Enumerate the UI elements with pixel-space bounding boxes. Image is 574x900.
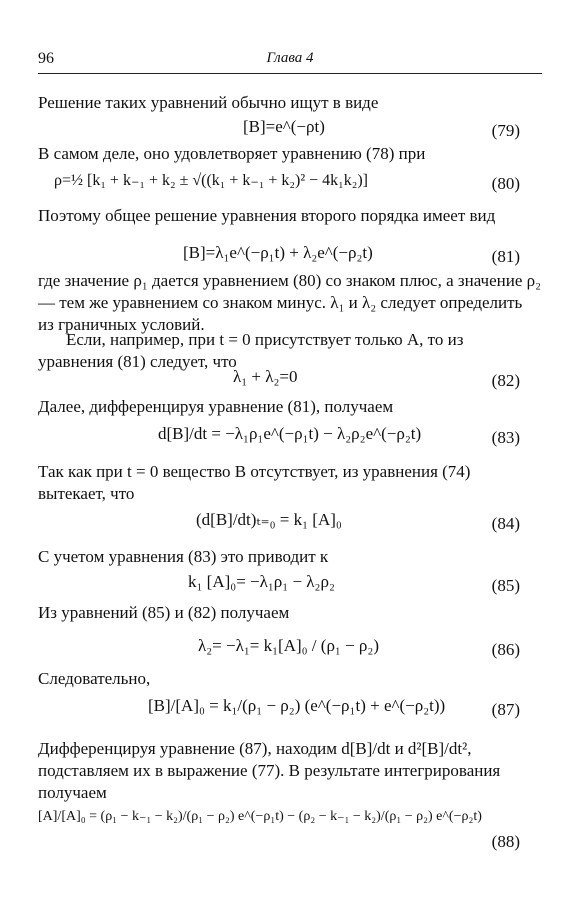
equation-84	[38, 510, 542, 540]
paragraph-8: С учетом уравнения (83) это приводит к	[38, 547, 329, 566]
equation-87-formula: [B]/[A]₀ = k₁/(ρ₁ − ρ₂) (e^(−ρ₁t) + e^(−ρ₂t))	[148, 696, 446, 715]
equation-81-number: (81)	[491, 247, 520, 266]
chapter-title: Глава 4	[266, 50, 314, 66]
equation-79-formula: [B]=e^(−ρt)	[243, 117, 325, 136]
equation-85-formula: k₁ [A]₀= −λ₁ρ₁ − λ₂ρ₂	[188, 572, 335, 591]
equation-82	[38, 367, 542, 397]
equation-85	[38, 572, 542, 602]
equation-88-number: (88)	[491, 832, 520, 851]
paragraph-5: Если, например, при t = 0 присутствует только А, то из уравнения (81) следует, что	[38, 330, 464, 371]
equation-83	[38, 424, 542, 454]
paragraph-10: Следовательно,	[38, 669, 151, 688]
paragraph-11: Дифференцируя уравнение (87), находим d[B]/dt и d²[B]/dt², подставляем их в выражение (77). В результате интегрирования получаем	[38, 739, 501, 802]
equation-87-number: (87)	[491, 700, 520, 719]
equation-86-number: (86)	[491, 640, 520, 659]
equation-85-number: (85)	[491, 576, 520, 595]
header-rule	[38, 73, 542, 74]
page-number: 96	[38, 50, 54, 67]
paragraph-3: Поэтому общее решение уравнения второго порядка имеет вид	[38, 206, 496, 225]
equation-84-formula: (d[B]/dt)ₜ₌₀ = k₁ [A]₀	[196, 510, 342, 529]
equation-86	[38, 636, 542, 666]
equation-80-formula: ρ=½ [k₁ + k₋₁ + k₂ ± √((k₁ + k₋₁ + k₂)² − 4k₁k₂)]	[54, 172, 368, 189]
equation-83-number: (83)	[491, 428, 520, 447]
equation-81-formula: [B]=λ₁e^(−ρ₁t) + λ₂e^(−ρ₂t)	[183, 243, 373, 262]
equation-81	[38, 243, 542, 273]
equation-82-formula: λ₁ + λ₂=0	[233, 367, 298, 386]
paragraph-9: Из уравнений (85) и (82) получаем	[38, 603, 290, 622]
paragraph-6: Далее, дифференцируя уравнение (81), получаем	[38, 397, 394, 416]
equation-80-number: (80)	[491, 174, 520, 193]
paragraph-4: где значение ρ₁ дается уравнением (80) со знаком плюс, а значение ρ₂ — тем же уравнением со знаком минус. λ₁ и λ₂ следует определить из граничных условий.	[38, 271, 542, 334]
equation-88	[38, 808, 542, 851]
page-header	[38, 50, 542, 72]
equation-88-formula: [A]/[A]₀ = (ρ₁ − k₋₁ − k₂)/(ρ₁ − ρ₂) e^(−ρ₁t) − (ρ₂ − k₋₁ − k₂)/(ρ₁ − ρ₂) e^(−ρ₂t)	[38, 809, 482, 824]
equation-86-formula: λ₂= −λ₁= k₁[A]₀ / (ρ₁ − ρ₂)	[198, 636, 380, 655]
paragraph-7: Так как при t = 0 вещество В отсутствует, из уравнения (74) вытекает, что	[38, 462, 471, 503]
paragraph-1: Решение таких уравнений обычно ищут в виде	[38, 93, 379, 112]
equation-82-number: (82)	[491, 371, 520, 390]
equation-83-formula: d[B]/dt = −λ₁ρ₁e^(−ρ₁t) − λ₂ρ₂e^(−ρ₂t)	[158, 424, 422, 443]
equation-84-number: (84)	[491, 514, 520, 533]
equation-87	[38, 696, 542, 726]
paragraph-2: В самом деле, оно удовлетворяет уравнению (78) при	[38, 144, 426, 163]
equation-79-number: (79)	[491, 121, 520, 140]
equation-80	[38, 170, 542, 200]
